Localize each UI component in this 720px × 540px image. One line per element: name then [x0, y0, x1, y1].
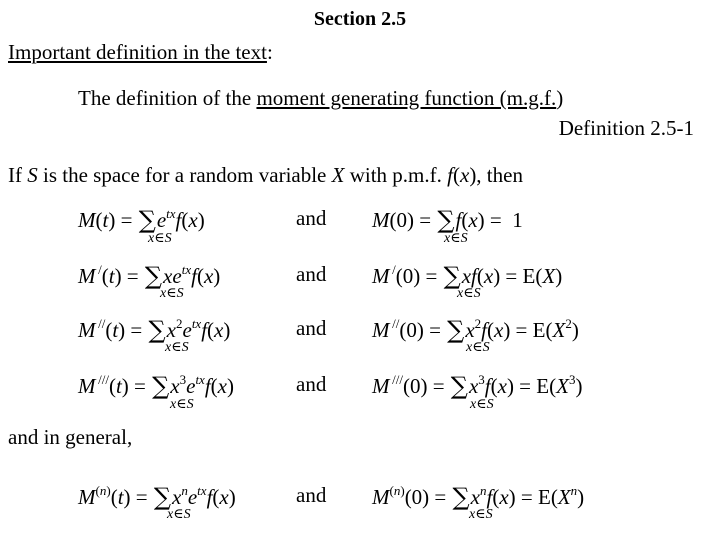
- connector-and: and: [296, 372, 327, 396]
- intro-sentence: [8, 163, 523, 188]
- equation-third-derivative: M $^{///}(t) = \sum x^3e^{tx}f(x)$: [78, 372, 234, 400]
- sum-index: x∈S: [469, 507, 493, 522]
- sum-index: x∈S: [466, 340, 490, 355]
- intro-text: If: [8, 163, 28, 187]
- intro-variable-symbol: X: [331, 163, 345, 187]
- equation-third-moment: M $^{///}(0) = \sum x^3f(x) = E(X^3)$: [372, 372, 583, 400]
- sum-index: x∈S: [165, 340, 189, 355]
- equation-first-moment: M /(0) = ∑xf(x) = E(X): [372, 262, 563, 290]
- equation-mgf: $M(t) = \sum e^{tx}f(x)$: [78, 206, 205, 234]
- general-label: and in general,: [8, 425, 133, 449]
- heading-text: Important definition in the text: [8, 40, 267, 64]
- sum-index: x∈S: [170, 397, 194, 412]
- intro-text: (: [452, 163, 460, 187]
- equation-first-derivative: M $^/(t) = \sum xe^{tx}f(x)$: [78, 262, 221, 290]
- equation-nth-moment: $M^{(n)}(0) = \sum x^nf(x) = E(X^n)$: [372, 483, 585, 511]
- sum-index: x∈S: [470, 397, 494, 412]
- heading-colon: :: [266, 40, 273, 64]
- intro-text: ), then: [469, 163, 523, 187]
- sum-index: x∈S: [444, 231, 468, 246]
- sum-index: x∈S: [167, 507, 191, 522]
- section-title: Section 2.5: [313, 8, 407, 30]
- sum-index: x∈S: [457, 286, 481, 301]
- intro-space-symbol: S: [27, 163, 38, 187]
- equation-second-derivative: M $^{//}(t) = \sum x^2e^{tx}f(x)$: [78, 316, 231, 344]
- important-definition-heading: [8, 40, 273, 65]
- sum-index: x∈S: [148, 231, 172, 246]
- definition-reference: Definition 2.5-1: [558, 116, 694, 140]
- connector-and: and: [296, 483, 327, 507]
- equation-second-moment: M $^{//}(0) = \sum x^2f(x) = E(X^2)$: [372, 316, 579, 344]
- intro-argument-symbol: x: [459, 163, 470, 187]
- connector-and: and: [296, 206, 327, 230]
- connector-and: and: [296, 316, 327, 340]
- sum-index: x∈S: [160, 286, 184, 301]
- definition-suffix: ): [556, 86, 564, 110]
- connector-and: and: [296, 262, 327, 286]
- definition-line: [78, 86, 563, 111]
- equation-mgf-at-zero: M(0) = ∑f(x) = 1: [372, 206, 523, 234]
- equation-nth-derivative: $M^{(n)}(t) = \sum x^ne^{tx}f(x)$: [78, 483, 236, 511]
- definition-prefix: The definition of the: [78, 86, 257, 110]
- intro-function-symbol: f: [447, 163, 453, 187]
- definition-term: moment generating function (m.g.f.: [256, 86, 557, 110]
- intro-text: is the space for a random variable: [37, 163, 332, 187]
- intro-text: with p.m.f.: [344, 163, 448, 187]
